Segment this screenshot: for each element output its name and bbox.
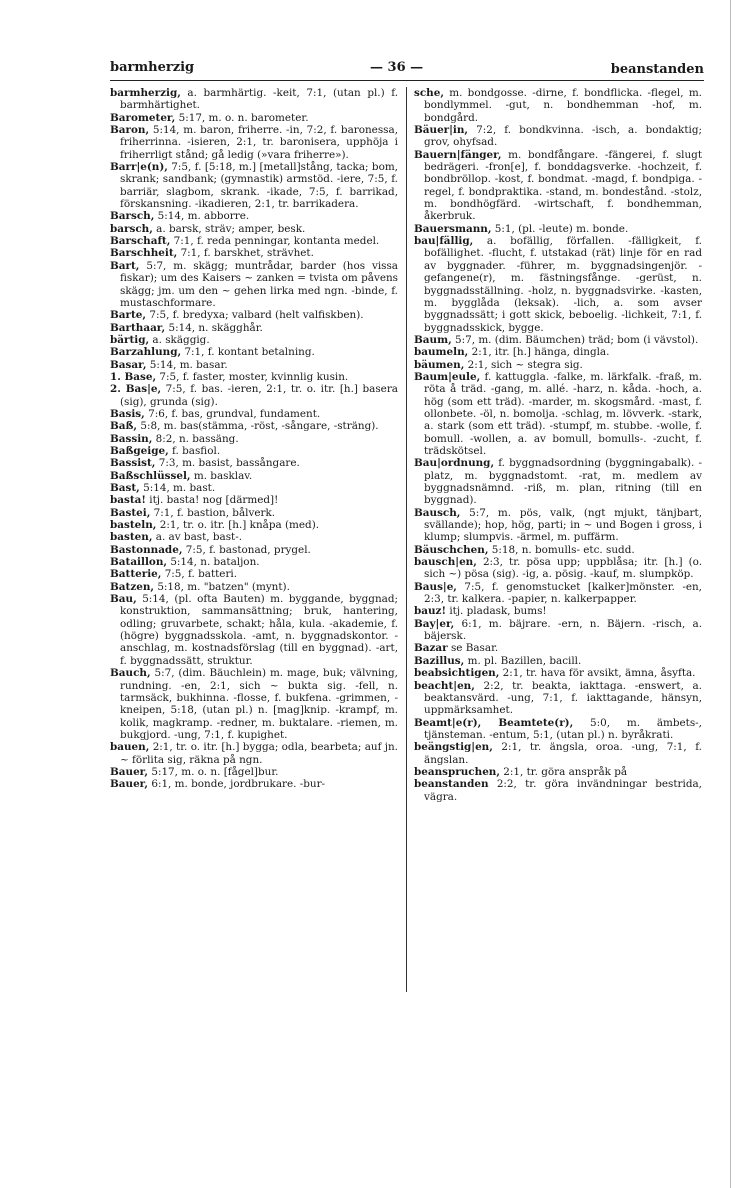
dictionary-entry	[110, 470, 398, 482]
entry-definition: 8:2, n. bassäng.	[155, 432, 239, 445]
dictionary-entry	[110, 507, 398, 519]
running-head-first-word: barmherzig	[110, 60, 195, 75]
entry-headword: 2. Bas|e,	[110, 383, 162, 396]
entry-headword: Baß,	[110, 420, 138, 433]
entry-definition: 5:14, m. baron, friherre. -in, 7:2, f. baronessa, friherrinna. -isieren, 2:1, tr. baronisera, upphöja i friherrligt stånd; gå ledig (»vara friherre»).	[120, 124, 398, 161]
entry-definition: a. bofällig, förfallen. -fälligkeit, f. bofällighet. -flucht, f. utstakad (rät) linje för en rad av byggnader. -führer, m. byggnadsingenjör. -gefangene(r), m. fästningsfånge. -gerüst, n. byggnadsställning. -holz, n. byggnadsvirke. -kasten, m. bygglåda (leksak). -lich, a. som avser byggnadssätt; i gott skick, beboelig. -lichkeit, 7:1, f. byggnadsskick, bygge.	[424, 235, 702, 334]
entry-definition: 5:17, m. o. n. barometer.	[178, 111, 309, 124]
dictionary-entry	[110, 420, 398, 432]
entry-headword: Bazillus,	[414, 654, 465, 667]
entry-definition: 7:6, f. bas, grundval, fundament.	[148, 407, 321, 420]
entry-headword: sche,	[414, 87, 444, 99]
entry-headword: beanstanden	[414, 778, 489, 791]
dictionary-entry	[110, 445, 398, 457]
entry-headword: Beamt|e(r), Beamtete(r),	[414, 716, 574, 729]
page-edge-line	[730, 0, 731, 1188]
entry-definition: itj. basta! nog [därmed]!	[149, 494, 279, 507]
entry-definition: 7:1, f. kontant betalning.	[184, 346, 315, 359]
dictionary-entry	[414, 371, 702, 457]
entry-headword: basta!	[110, 494, 146, 507]
entry-definition: 7:5, f. faster, moster, kvinnlig kusin.	[159, 370, 349, 383]
entry-headword: Baron,	[110, 124, 150, 137]
entry-definition: 5:8, m. bas(stämma, -röst, -sångare, -sträng).	[140, 420, 379, 433]
entry-headword: Batterie,	[110, 568, 162, 581]
entry-definition: 5:18, m. "batzen" (mynt).	[157, 580, 290, 593]
dictionary-entry	[414, 346, 702, 358]
entry-headword: Bauch,	[110, 667, 151, 680]
entry-definition: 2:1, tr. göra anspråk på	[503, 765, 628, 778]
entry-headword: Basis,	[110, 407, 145, 420]
entry-definition: 5:7, m. pös, valk, (ngt mjukt, tänjbart, svällande); hop, hög, parti; in ~ und Bogen i gross, i klump; slumpvis. -ärmel, m. puffärm.	[424, 506, 702, 544]
entry-definition: 6:1, m. bäjrare. -ern, n. Bäjern. -risch, a. bäjersk.	[424, 617, 702, 643]
entry-headword: Baßschlüssel,	[110, 469, 191, 482]
entry-headword: bauz!	[414, 605, 447, 618]
dictionary-entry	[110, 223, 398, 235]
entry-headword: bauen,	[110, 741, 150, 754]
entry-definition: 5:14, (pl. ofta Bauten) m. byggande, byggnad; konstruktion, sammansättning; bruk, hantering, odling; gruvarbete, schakt; håla, kula. -akademie, f. (högre) byggnadsskola. -amt, n. byggnadskontor. -anschlag, m. kostnadsförslag (till en byggnad). -art, f. byggnadssätt, struktur.	[120, 593, 398, 667]
entry-headword: Bay|er,	[414, 617, 455, 630]
dictionary-entry	[110, 556, 398, 568]
entry-headword: beanspruchen,	[414, 765, 500, 778]
page-number: — 36 —	[370, 60, 424, 75]
dictionary-entry	[414, 544, 702, 556]
entry-headword: Bauersmann,	[414, 222, 492, 235]
dictionary-entry	[110, 408, 398, 420]
entry-definition: 5:14, n. skägghår.	[168, 321, 263, 334]
entry-definition: 2:1, itr. [h.] hänga, dingla.	[471, 346, 610, 359]
dictionary-entry	[414, 605, 702, 617]
dictionary-entry	[414, 359, 702, 371]
column-divider	[406, 87, 407, 992]
dictionary-entry	[414, 766, 702, 778]
entry-headword: Bau|ordnung,	[414, 457, 495, 470]
dictionary-entry	[110, 568, 398, 580]
entry-definition: 2:1, tr. o. itr. [h.] bygga; odla, bearbeta; auf jn. ~ förlita sig, räkna på ngn.	[120, 741, 398, 766]
entry-headword: Barr|e(n),	[110, 161, 168, 174]
dictionary-entry	[414, 457, 702, 506]
entry-headword: Bauer,	[110, 765, 149, 778]
dictionary-entry	[414, 149, 702, 223]
dictionary-entry	[110, 112, 398, 124]
entry-definition: f. basfiol.	[172, 444, 221, 457]
left-column	[110, 87, 398, 1127]
dictionary-entry	[110, 87, 398, 112]
dictionary-entry	[414, 778, 702, 803]
entry-headword: baumeln,	[414, 346, 469, 359]
dictionary-page	[110, 58, 704, 1138]
entry-headword: Barschheit,	[110, 247, 178, 260]
entry-headword: Barthaar,	[110, 321, 166, 334]
entry-definition: 2:2, tr. göra invändningar bestrida, vägra.	[424, 778, 702, 803]
entry-definition: 5:18, n. bomulls- etc. sudd.	[491, 543, 635, 556]
entry-definition: 7:5, f. genomstucket [kalker]mönster. -en, 2:3, tr. kalkera. -papier, n. kalkerpapper.	[424, 580, 702, 606]
entry-headword: Bassin,	[110, 432, 153, 445]
entry-headword: Bassist,	[110, 457, 156, 470]
dictionary-entry	[414, 334, 702, 346]
dictionary-entry	[110, 260, 398, 309]
entry-headword: Bau,	[110, 593, 137, 606]
dictionary-entry	[414, 223, 702, 235]
dictionary-entry	[110, 309, 398, 321]
entry-definition: 5:0, m. ämbets-, tjänsteman. -entum, 5:1, (utan pl.) n. byråkrati.	[424, 716, 702, 741]
entry-headword: Bauern|fänger,	[414, 148, 502, 161]
dictionary-entry	[110, 247, 398, 259]
entry-headword: beängstig|en,	[414, 741, 493, 754]
entry-definition: a. av bast, bast-.	[155, 531, 243, 544]
dictionary-entry	[414, 235, 702, 334]
entry-headword: Baßgeige,	[110, 444, 169, 457]
running-head-last-word: beanstanden	[610, 62, 704, 77]
dictionary-entry	[414, 642, 702, 654]
dictionary-entry	[110, 494, 398, 506]
entry-headword: basten,	[110, 531, 153, 544]
entry-definition: f. byggnadsordning (byggningabalk). -platz, m. byggnadstomt. -rat, m. medlem av byggnadsnämnd. -riß, m. plan, ritning (till en byggnad).	[424, 457, 702, 507]
entry-headword: Bastonnade,	[110, 543, 183, 556]
entry-definition: 7:5, f. [5:18, m.] [metall]stång, tacka; bom, skrank; sandbank; (gymnastik) armstöd. -iere, 7:5, f. barriär, slagbom, skrank. -ikade, 7:5, f. barrikad, förskansning. -ikadieren, 2:1, tr. barrikadera.	[120, 161, 398, 211]
entry-definition: 5:7, (dim. Bäuchlein) m. mage, buk; välvning, rundning. -en, 2:1, sich ~ bukta sig. -fell, n. tarmsäck, bukhinna. -flosse, f. bukfena. -grimmen, -kneipen, 5:18, (utan pl.) n. [mag]knip. -krampf, m. kolik, magkramp. -redner, m. buktalare. -riemen, m. bukgjord. -ung, 7:1, f. kupighet.	[120, 667, 398, 741]
entry-definition: 7:1, f. bastion, bålverk.	[153, 506, 276, 519]
dictionary-entry	[110, 766, 398, 778]
entry-definition: 2:1, tr. o. itr. [h.] knåpa (med).	[159, 519, 320, 532]
entry-definition: 5:14, m. basar.	[149, 358, 228, 371]
entry-definition: 5:14, m. abborre.	[157, 210, 250, 223]
dictionary-entry	[110, 531, 398, 543]
entry-headword: bäumen,	[414, 358, 465, 371]
entry-headword: Baum|eule,	[414, 370, 481, 383]
entry-definition: 5:7, m. (dim. Bäumchen) träd; bom (i vävstol).	[455, 333, 699, 346]
entry-headword: bausch|en,	[414, 556, 477, 569]
entry-headword: bärtig,	[110, 333, 150, 346]
entry-definition: 2:1, sich ~ stegra sig.	[467, 358, 583, 371]
dictionary-entry	[414, 680, 702, 717]
dictionary-entry	[110, 544, 398, 556]
entry-definition: 7:5, f. bastonad, prygel.	[185, 543, 311, 556]
entry-definition: 7:3, m. basist, bassångare.	[158, 457, 300, 470]
entry-headword: Bazar	[414, 642, 448, 655]
entry-definition: a. barsk, sträv; amper, besk.	[156, 222, 306, 235]
entry-definition: 2:3, tr. pösa upp; uppblåsa; itr. [h.] (o. sich ~) pösa (sig). -ig, a. pösig. -kauf, m. slumpköp.	[424, 556, 702, 581]
entry-definition: 7:5, f. bredyxa; valbard (helt valfiskben).	[149, 309, 364, 322]
entry-headword: barsch,	[110, 222, 153, 235]
entry-headword: Bauer,	[110, 778, 149, 791]
entry-definition: 7:5, f. bas. -ieren, 2:1, tr. o. itr. [h.] basera (sig), grunda (sig).	[120, 383, 398, 408]
entry-headword: Barsch,	[110, 210, 155, 223]
entry-headword: Bataillon,	[110, 556, 167, 569]
dictionary-entry	[110, 346, 398, 358]
dictionary-entry	[414, 87, 702, 124]
dictionary-entry	[110, 593, 398, 667]
entry-definition: 7:5, f. batteri.	[164, 568, 238, 581]
entry-headword: Barzahlung,	[110, 346, 182, 359]
entry-definition: 5:14, n. bataljon.	[170, 556, 260, 569]
entry-definition: se Basar.	[450, 642, 499, 655]
running-head	[110, 58, 704, 81]
dictionary-entry	[110, 124, 398, 161]
entry-headword: 1. Base,	[110, 370, 157, 383]
dictionary-entry	[414, 667, 702, 679]
right-column	[414, 87, 702, 1127]
dictionary-entry	[110, 210, 398, 222]
entry-definition: a. skäggig.	[152, 333, 210, 346]
entry-definition: m. basklav.	[193, 469, 253, 482]
entry-definition: a. barmhärtig. -keit, 7:1, (utan pl.) f. barmhärtighet.	[120, 87, 398, 112]
two-column-body	[110, 87, 704, 1127]
entry-definition: 7:1, f. reda penningar, kontanta medel.	[173, 235, 380, 248]
dictionary-entry	[110, 778, 398, 790]
dictionary-entry	[110, 457, 398, 469]
entry-definition: itj. pladask, bums!	[449, 605, 547, 618]
entry-definition: 5:14, m. bast.	[143, 482, 216, 494]
entry-headword: Baus|e,	[414, 580, 457, 593]
dictionary-entry	[414, 581, 702, 606]
entry-headword: beabsichtigen,	[414, 667, 500, 680]
entry-headword: basteln,	[110, 519, 157, 532]
dictionary-entry	[110, 161, 398, 210]
dictionary-entry	[414, 507, 702, 544]
entry-definition: 5:17, m. o. n. [fågel]bur.	[151, 765, 279, 778]
entry-headword: Bast,	[110, 482, 140, 494]
dictionary-entry	[414, 655, 702, 667]
entry-definition: m. bondfångare. -fängerei, f. slugt bedrägeri. -fron[e], f. bonddagsverke. -hochzeit, f. bondbröllop. -kost, f. bondmat. -magd, f. bondpiga. -regel, f. bondpraktika. -stand, m. bondestånd. -stolz, m. bondhögfärd. -wirtschaft, f. bondhemman, åkerbruk.	[424, 148, 702, 223]
entry-headword: Bausch,	[414, 506, 461, 519]
entry-headword: beacht|en,	[414, 679, 475, 692]
dictionary-entry	[110, 359, 398, 371]
entry-headword: Barometer,	[110, 111, 176, 124]
entry-definition: 5:1, (pl. -leute) m. bonde.	[494, 222, 629, 235]
entry-headword: Barschaft,	[110, 235, 171, 248]
dictionary-entry	[110, 667, 398, 741]
dictionary-entry	[110, 741, 398, 766]
entry-definition: 5:7, m. skägg; muntrådar, barder (hos vissa fiskar); um des Kaisers ~ zanken = tvista om påvens skägg; jm. um den ~ gehen lirka med ngn. -binde, f. mustaschformare.	[120, 259, 398, 309]
dictionary-entry	[414, 556, 702, 581]
dictionary-entry	[110, 519, 398, 531]
dictionary-entry	[110, 433, 398, 445]
entry-definition: 2:1, tr. ängsla, oroa. -ung, 7:1, f. ängslan.	[424, 741, 702, 766]
entry-definition: 7:2, f. bondkvinna. -isch, a. bondaktig; grov, ohyfsad.	[424, 124, 702, 149]
dictionary-entry	[110, 334, 398, 346]
entry-definition: m. bondgosse. -dirne, f. bondflicka. -flegel, m. bondlymmel. -gut, n. bondhemman -hof, m. bondgård.	[424, 87, 702, 124]
entry-headword: Batzen,	[110, 580, 154, 593]
entry-headword: Bäuschchen,	[414, 543, 489, 556]
entry-headword: Bäuer|in,	[414, 124, 469, 137]
dictionary-entry	[110, 383, 398, 408]
entry-definition: 2:2, tr. beakta, iakttaga. -enswert, a. beaktansvärd. -ung, 7:1, f. iakttagande, hänsyn, uppmärksamhet.	[424, 679, 702, 717]
entry-headword: barmherzig,	[110, 87, 181, 99]
entry-headword: Bastei,	[110, 506, 151, 519]
entry-definition: 2:1, tr. hava för avsikt, ämna, åsyfta.	[502, 667, 696, 680]
entry-headword: Bart,	[110, 259, 140, 272]
entry-headword: Barte,	[110, 309, 147, 322]
dictionary-entry	[414, 741, 702, 766]
entry-headword: Basar,	[110, 358, 147, 371]
entry-definition: f. kattuggla. -falke, m. lärkfalk. -fraß, m. röta å träd. -gang, m. allé. -harz, n. kåda. -hoch, a. hög (som ett träd). -marder, m. skogsmård. -mast, f. ollonbete. -öl, n. bomolja. -schlag, m. lövverk. -stark, a. stark (som ett träd). -stumpf, m. stubbe. -wolle, f. bomull. -wollen, a. av bomull, bomulls-. -zucht, f. trädskötsel.	[424, 370, 702, 457]
dictionary-entry	[110, 322, 398, 334]
dictionary-entry	[110, 581, 398, 593]
dictionary-entry	[110, 482, 398, 494]
entry-definition: 6:1, m. bonde, jordbrukare. -bur-	[151, 778, 326, 791]
entry-headword: Baum,	[414, 333, 452, 346]
dictionary-entry	[414, 124, 702, 149]
dictionary-entry	[414, 717, 702, 742]
dictionary-entry	[110, 235, 398, 247]
dictionary-entry	[414, 618, 702, 643]
entry-definition: 7:1, f. barskhet, strävhet.	[180, 247, 314, 260]
dictionary-entry	[110, 371, 398, 383]
entry-headword: bau|fällig,	[414, 235, 474, 248]
entry-definition: m. pl. Bazillen, bacill.	[467, 654, 582, 667]
